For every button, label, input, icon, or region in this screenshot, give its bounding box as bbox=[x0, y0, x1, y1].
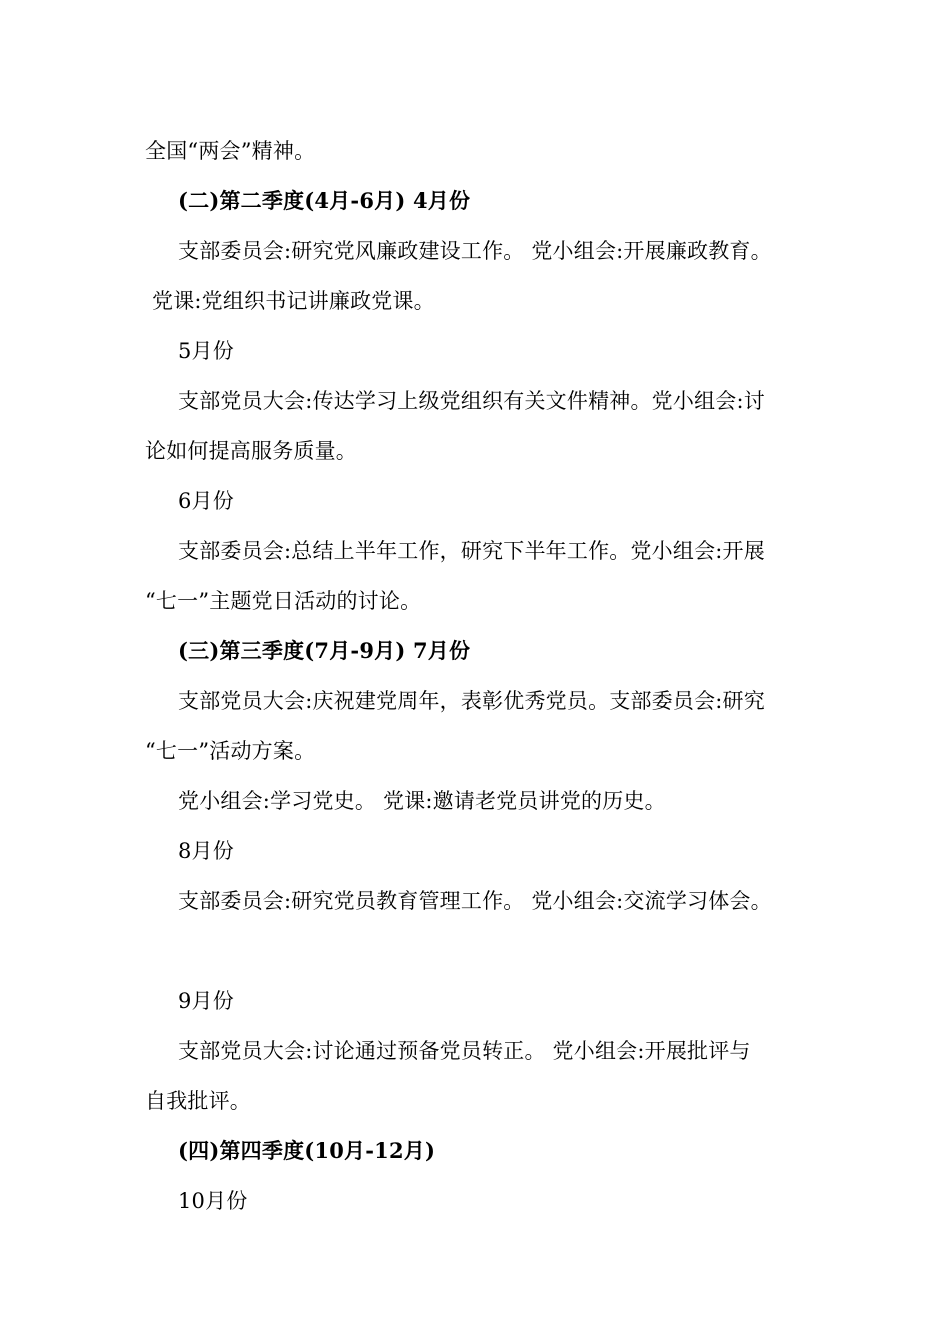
month-heading-october: 10月份 bbox=[178, 1189, 248, 1213]
text-line: 支部党员大会:讨论通过预备党员转正。 党小组会:开展批评与 bbox=[178, 1039, 751, 1063]
text-line: 支部委员会:总结上半年工作，研究下半年工作。党小组会:开展 bbox=[178, 539, 765, 563]
text-line: 支部委员会:研究党风廉政建设工作。 党小组会:开展廉政教育。 bbox=[178, 239, 772, 263]
text-line: “七一”主题党日活动的讨论。 bbox=[145, 589, 422, 613]
section-heading-q4: (四)第四季度(10月-12月) bbox=[178, 1138, 436, 1163]
text-line: 全国“两会”精神。 bbox=[145, 139, 316, 163]
month-heading-august: 8月份 bbox=[178, 839, 234, 863]
text-line: 支部党员大会:庆祝建党周年，表彰优秀党员。支部委员会:研究 bbox=[178, 689, 765, 713]
text-line: 党课:党组织书记讲廉政党课。 bbox=[152, 289, 435, 313]
text-line: “七一”活动方案。 bbox=[145, 739, 316, 763]
text-line: 支部党员大会:传达学习上级党组织有关文件精神。党小组会:讨 bbox=[178, 389, 765, 413]
text-line: 自我批评。 bbox=[145, 1089, 251, 1113]
text-line: 论如何提高服务质量。 bbox=[145, 439, 357, 463]
section-heading-q2: (二)第二季度(4月-6月) 4月份 bbox=[178, 188, 471, 213]
month-heading-september: 9月份 bbox=[178, 989, 234, 1013]
text-line: 支部委员会:研究党员教育管理工作。 党小组会:交流学习体会。 bbox=[178, 889, 772, 913]
section-heading-q3: (三)第三季度(7月-9月) 7月份 bbox=[178, 638, 471, 663]
month-heading-june: 6月份 bbox=[178, 489, 234, 513]
text-line: 党小组会:学习党史。 党课:邀请老党员讲党的历史。 bbox=[178, 789, 666, 813]
month-heading-may: 5月份 bbox=[178, 339, 234, 363]
